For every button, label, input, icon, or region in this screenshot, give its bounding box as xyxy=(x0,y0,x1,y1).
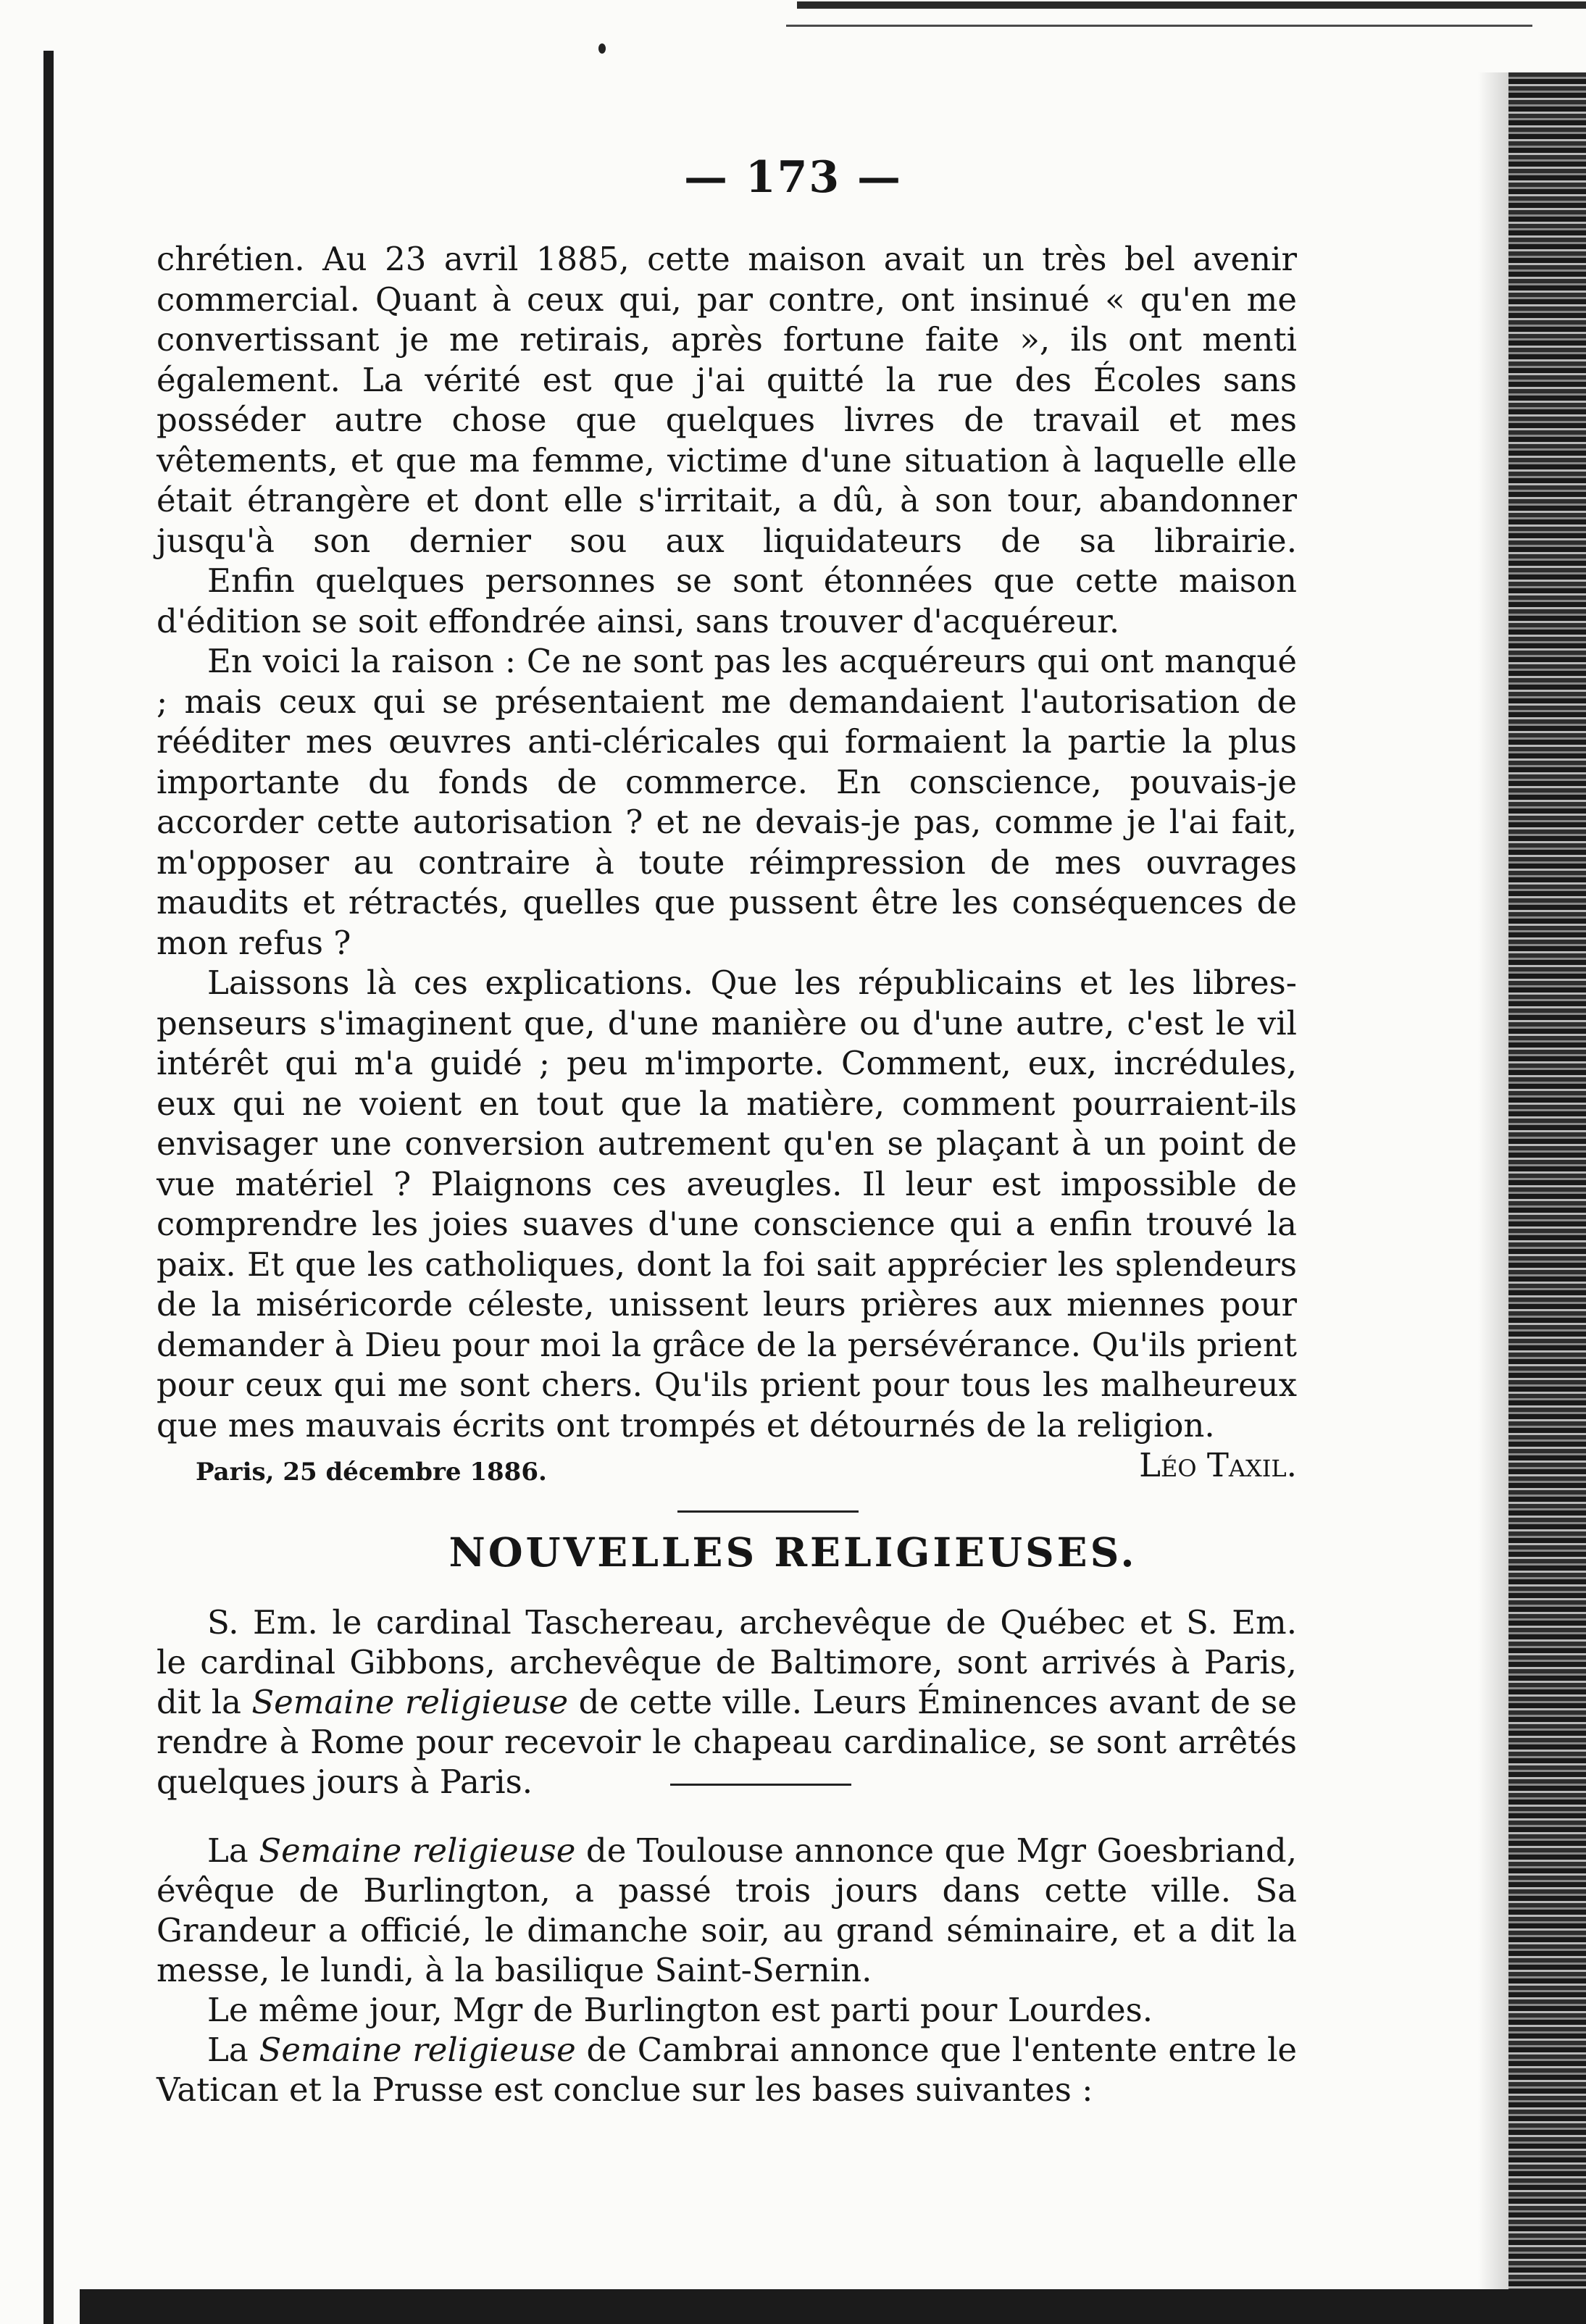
signature: Léo Taxil. xyxy=(1139,1446,1297,1484)
paragraph: Enfin quelques personnes se sont étonnées que cette maison d'édition se soit effondrée ainsi, sans trouver d'acquéreur. xyxy=(156,561,1297,640)
news-item xyxy=(156,1602,1297,1802)
news-paragraph: Le même jour, Mgr de Burlington est parti pour Lourdes. xyxy=(207,1991,1153,2029)
publication-title: Semaine religieuse xyxy=(251,1683,569,1721)
scan-border-top xyxy=(797,1,1586,9)
paragraph: En voici la raison : Ce ne sont pas les acquéreurs qui ont manqué ; mais ceux qui se présentaient me demandaient l'autorisation de rééditer mes œuvres anti-cléricales qui formaient la partie la plus importante du fonds de commerce. En conscience, pouvais-je accorder cette autorisation ? et ne devais-je pas, comme je l'ai fait, m'opposer au contraire à toute réimpression de mes ouvrages maudits et rétractés, quelles que pussent être les conséquences de mon refus ? xyxy=(156,642,1297,962)
news-paragraph: La Semaine religieuse de Cambrai annonce que l'entente entre le Vatican et la Prusse est conclue sur les bases suivantes : xyxy=(156,2031,1298,2109)
scan-border-left xyxy=(43,51,54,2324)
publication-title: Semaine religieuse xyxy=(259,1831,576,1870)
dateline: Paris, 25 décembre 1886. xyxy=(196,1458,547,1487)
publication-title: Semaine religieuse xyxy=(259,2031,576,2069)
news-paragraph: S. Em. le cardinal Taschereau, archevêque de Québec et S. Em. le cardinal Gibbons, archevêque de Baltimore, sont arrivés à Paris, dit la Semaine religieuse de cette ville. Leurs Éminences avant de se rendre à Rome pour recevoir le chapeau cardinalice, se sont arrêtés quelques jours à Paris. xyxy=(156,1603,1297,1801)
scan-border-right xyxy=(1508,72,1586,2289)
separator-rule xyxy=(677,1510,859,1513)
scan-border-bottom xyxy=(80,2289,1586,2324)
section-heading: NOUVELLES RELIGIEUSES. xyxy=(448,1529,1138,1576)
separator-rule xyxy=(670,1784,851,1786)
scan-border-top-thin xyxy=(786,25,1532,27)
page-number: — 173 — xyxy=(683,152,903,203)
news-item xyxy=(156,1831,1297,2110)
paragraph-continuation: chrétien. Au 23 avril 1885, cette maison avait un très bel avenir commercial. Quant à ceux qui, par contre, ont insinué « qu'en me convertissant je me retirais, après fortune faite », ils ont menti également. La vérité est que j'ai quitté la rue des Écoles sans posséder autre chose que quelques livres de travail et mes vêtements, et que ma femme, victime d'une situation à laquelle elle était étrangère et dont elle s'irritait, a dû, à son tour, abandonner jusqu'à son dernier sou aux liquidateurs de sa librairie. xyxy=(156,240,1297,560)
ink-speck xyxy=(598,43,606,54)
news-paragraph: La Semaine religieuse de Toulouse annonce que Mgr Goesbriand, évêque de Burlington, a passé trois jours dans cette ville. Sa Grandeur a officié, le dimanche soir, au grand séminaire, et a dit la messe, le lundi, à la basilique Saint-Sernin. xyxy=(156,1831,1297,1989)
paragraph: Laissons là ces explications. Que les républicains et les libres-penseurs s'imaginent que, d'une manière ou d'une autre, c'est le vil intérêt qui m'a guidé ; peu m'importe. Comment, eux, incrédules, eux qui ne voient en tout que la matière, comment pourraient-ils envisager une conversion autrement qu'en se plaçant à un point de vue matériel ? Plaignons ces aveugles. Il leur est impossible de comprendre les joies suaves d'une conscience qui a enfin trouvé la paix. Et que les catholiques, dont la foi sait apprécier les splendeurs de la miséricorde céleste, unissent leurs prières aux miennes pour demander à Dieu pour moi la grâce de la persévérance. Qu'ils prient pour ceux qui me sont chers. Qu'ils prient pour tous les malheureux que mes mauvais écrits ont trompés et détournés de la religion. xyxy=(156,964,1297,1445)
letter-body xyxy=(156,239,1297,1486)
